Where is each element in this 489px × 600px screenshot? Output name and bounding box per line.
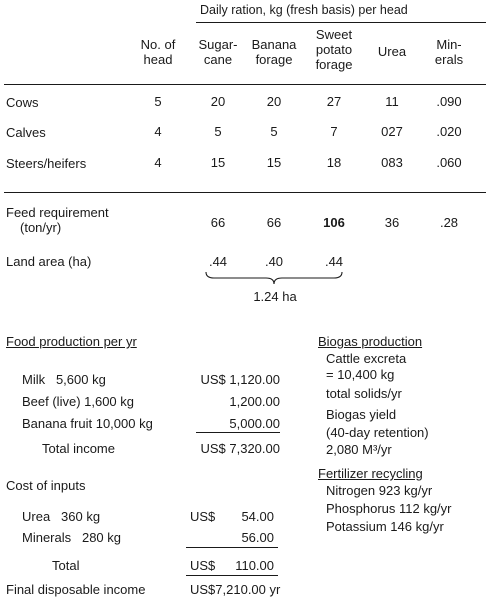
item-label: Milk 5,600 kg [22, 372, 106, 387]
biogas-line: Biogas yield [326, 407, 397, 422]
cell-urea: 027 [381, 124, 403, 139]
inputs-total-currency: US$ [190, 558, 216, 573]
cell-sugarcane: .44 [208, 254, 228, 269]
col-header-minerals: Min- erals [434, 37, 464, 67]
cell-minerals: .090 [436, 94, 462, 109]
group-header-rule [196, 22, 486, 23]
row-label: Calves [6, 125, 46, 140]
inputs-double-rule [186, 575, 278, 576]
cell-sweet-potato: .44 [324, 254, 344, 269]
table-body-rule [4, 192, 486, 193]
cell-sweet-potato: 7 [330, 124, 338, 139]
item-label: Minerals 280 kg [22, 530, 121, 545]
cell-head: 4 [154, 124, 162, 139]
item-label: Banana fruit 10,000 kg [22, 416, 153, 431]
col-header-urea: Urea [377, 44, 407, 59]
table-header-rule [4, 84, 486, 85]
row-label: Steers/heifers [6, 156, 87, 171]
cell-banana: .40 [264, 254, 284, 269]
inputs-total-rule [186, 547, 278, 548]
inputs-total-value: 110.00 [235, 558, 274, 573]
col-header-sugarcane: Sugar- cane [198, 37, 238, 67]
item-value: 56.00 [241, 530, 274, 545]
ration-group-header: Daily ration, kg (fresh basis) per head [200, 3, 408, 17]
cell-sugarcane: 15 [210, 155, 226, 170]
cell-minerals: .020 [436, 124, 462, 139]
item-value: US$ 1,120.00 [200, 372, 280, 387]
col-header-sweet-potato: Sweet potato forage [315, 27, 353, 72]
total-income-label: Total income [42, 441, 115, 456]
feed-requirement-label: Feed requirement (ton/yr) [6, 205, 109, 235]
item-value: 1,200.00 [229, 394, 280, 409]
inputs-total-label: Total [52, 558, 80, 573]
final-income-value: US$7,210.00 yr [190, 582, 281, 597]
cell-urea: 083 [381, 155, 403, 170]
col-header-head: No. of head [140, 37, 176, 67]
cell-banana: 20 [266, 94, 282, 109]
income-total-rule [196, 432, 280, 433]
row-label: Cows [6, 95, 39, 110]
item-value: 54.00 [241, 509, 274, 524]
cell-sweet-potato: 18 [326, 155, 342, 170]
land-area-label: Land area (ha) [6, 254, 92, 269]
cell-sweet-potato: 27 [326, 94, 342, 109]
fertilizer-line: Nitrogen 923 kg/yr [326, 483, 433, 498]
cell-sugarcane: 66 [210, 215, 226, 230]
food-production-heading: Food production per yr [6, 334, 137, 349]
cell-sugarcane: 20 [210, 94, 226, 109]
col-header-banana: Banana forage [251, 37, 297, 67]
biogas-line: Cattle excreta [326, 351, 407, 366]
biogas-line: = 10,400 kg [326, 367, 395, 382]
land-area-total: 1.24 ha [253, 289, 297, 304]
item-currency: US$ [190, 509, 216, 524]
final-income-label: Final disposable income [6, 582, 146, 597]
cell-sugarcane: 5 [214, 124, 222, 139]
cell-head: 4 [154, 155, 162, 170]
biogas-line: total solids/yr [326, 386, 402, 401]
fertilizer-line: Phosphorus 112 kg/yr [326, 501, 452, 516]
cell-sweet-potato: 106 [323, 215, 345, 230]
cell-banana: 5 [270, 124, 278, 139]
land-area-brace [204, 271, 344, 285]
item-value: 5,000.00 [229, 416, 280, 431]
fertilizer-heading: Fertilizer recycling [318, 466, 423, 481]
item-label: Urea 360 kg [22, 509, 101, 524]
cell-banana: 15 [266, 155, 282, 170]
cell-minerals: .060 [436, 155, 462, 170]
cell-banana: 66 [266, 215, 282, 230]
biogas-heading: Biogas production [318, 334, 423, 349]
fertilizer-line: Potassium 146 kg/yr [326, 519, 444, 534]
item-label: Beef (live) 1,600 kg [22, 394, 135, 409]
biogas-line: 2,080 M³/yr [326, 442, 392, 457]
biogas-line: (40-day retention) [326, 425, 429, 440]
total-income-value: US$ 7,320.00 [200, 441, 280, 456]
cost-of-inputs-heading: Cost of inputs [6, 478, 86, 493]
cell-head: 5 [154, 94, 162, 109]
cell-minerals: .28 [439, 215, 459, 230]
cell-urea: 11 [385, 94, 399, 109]
cell-urea: 36 [384, 215, 400, 230]
